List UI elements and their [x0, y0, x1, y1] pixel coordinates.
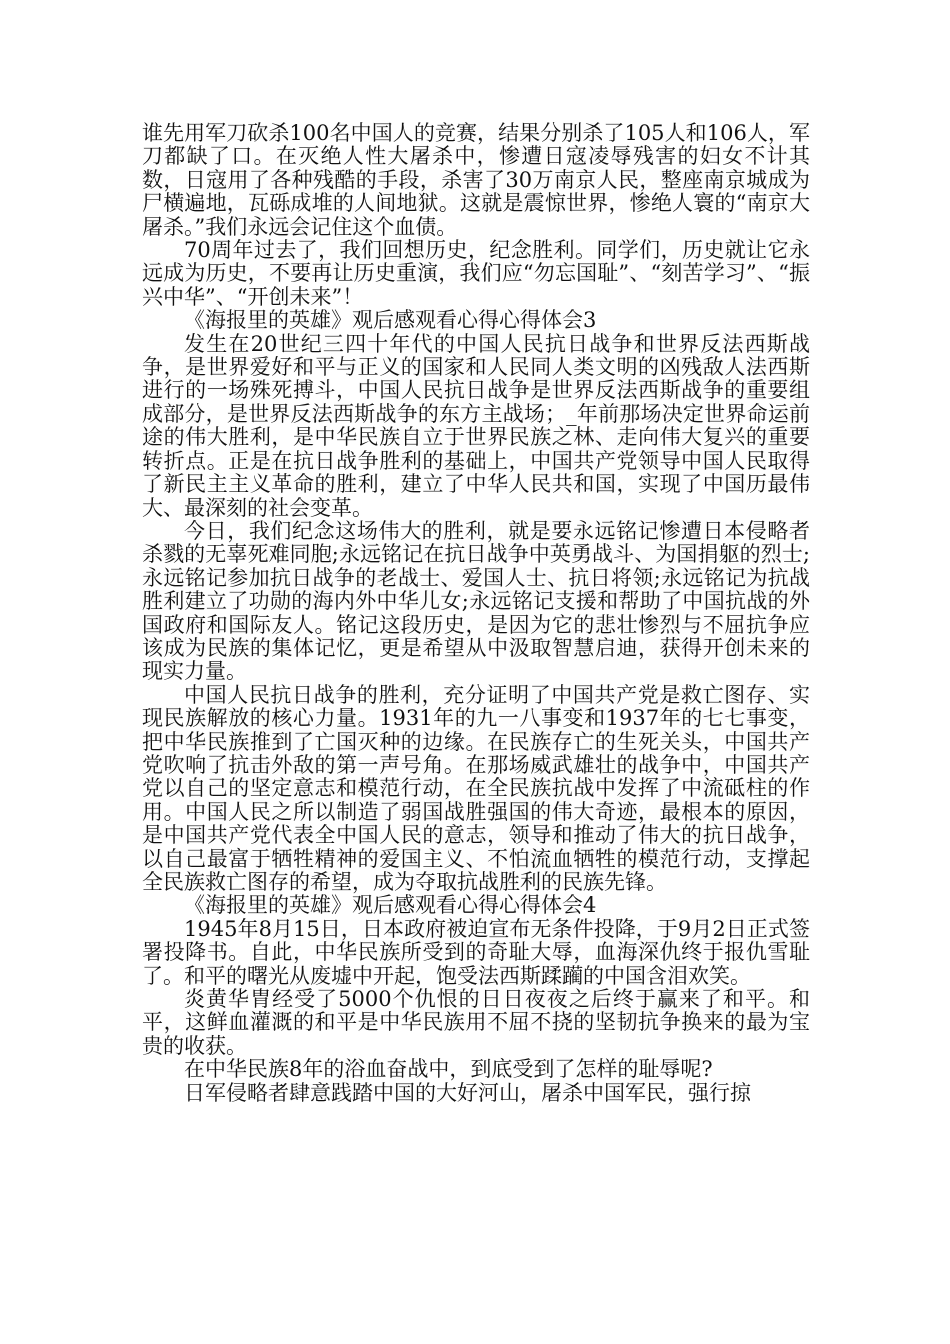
document-page: [142, 122, 810, 1105]
paragraph-70th-anniversary: 70周年过去了，我们回想历史，纪念胜利。同学们，历史就让它永远成为历史，不要再让历史重演，我们应“勿忘国耻”、“刻苦学习”、“振兴中华”、“开创未来”！: [142, 238, 810, 309]
section-heading-3: 《海报里的英雄》观后感观看心得心得体会3: [184, 308, 597, 333]
paragraph-remember-victory: 今日，我们纪念这场伟大的胜利，就是要永远铭记惨遭日本侵略者杀戮的无辜死难同胞;永远铭记在抗日战争中英勇战斗、为国捐躯的烈士;永远铭记参加抗日战争的老战士、爱国人士、抗日将领;永远铭记为抗战胜利建立了功勋的海内外中华儿女;永远铭记支援和帮助了中国抗战的外国政府和国际友人。铭记这段历史，是因为它的悲壮惨烈与不屈抗争应该成为民族的集体记忆，更是希望从中汲取智慧启迪，获得开创未来的现实力量。: [142, 518, 810, 684]
paragraph-anti-fascist-war: 发生在20世纪三四十年代的中国人民抗日战争和世界反法西斯战争，是世界爱好和平与正义的国家和人民同人类文明的凶残敌人法西斯进行的一场殊死搏斗，中国人民抗日战争是世界反法西斯战争的重要组成部分，是世界反法西斯战争的东方主战场；_年前那场决定世界命运前途的伟大胜利，是中华民族自立于世界民族之林、走向伟大复兴的重要转折点。正是在抗日战争胜利的基础上，中国共产党领导中国人民取得了新民主主义革命的胜利，建立了中华人民共和国，实现了中国历最伟大、最深刻的社会变革。: [142, 331, 810, 520]
section-heading-4: 《海报里的英雄》观后感观看心得心得体会4: [184, 893, 597, 918]
paragraph-humiliation-question: 在中华民族8年的浴血奋战中，到底受到了怎样的耻辱呢?: [184, 1057, 713, 1082]
paragraph-invaders: 日军侵略者肆意践踏中国的大好河山，屠杀中国军民，强行掠: [184, 1080, 751, 1105]
paragraph-surrender-1945: 1945年8月15日，日本政府被迫宣布无条件投降，于9月2日正式签署投降书。自此，中华民族所受到的奇耻大辱，血海深仇终于报仇雪耻了。和平的曙光从废墟中开起，饱受法西斯蹂躏的中国含泪欢笑。: [142, 916, 810, 988]
paragraph-peace: 炎黄华胄经受了5000个仇恨的日日夜夜之后终于赢来了和平。和平，这鲜血灌溉的和平是中华民族用不屈不挠的坚韧抗争换来的最为宝贵的收获。: [142, 987, 810, 1058]
paragraph-communist-party: 中国人民抗日战争的胜利，充分证明了中国共产党是救亡图存、实现民族解放的核心力量。1931年的九一八事变和1937年的七七事变，把中华民族推到了亡国灭种的边缘。在民族存亡的生死关头，中国共产党吹响了抗击外敌的第一声号角。在那场威武雄壮的战争中，中国共产党以自己的坚定意志和模范行动，在全民族抗战中发挥了中流砥柱的作用。中国人民之所以制造了弱国战胜强国的伟大奇迹，最根本的原因，是中国共产党代表全中国人民的意志，领导和推动了伟大的抗日战争，以自己最富于牺牲精神的爱国主义、不怕流血牺牲的模范行动，支撑起全民族救亡图存的希望，成为夺取抗战胜利的民族先锋。: [142, 682, 810, 894]
paragraph-nanjing-massacre: 谁先用军刀砍杀100名中国人的竞赛，结果分别杀了105人和106人，军刀都缺了口。在灭绝人性大屠杀中，惨遭日寇凌辱残害的妇女不计其数，日寇用了各种残酷的手段，杀害了30万南京人民，整座南京城成为尸横遍地，瓦砾成堆的人间地狱。这就是震惊世界，惨绝人寰的“南京大屠杀。”我们永远会记住这个血债。: [142, 121, 810, 239]
